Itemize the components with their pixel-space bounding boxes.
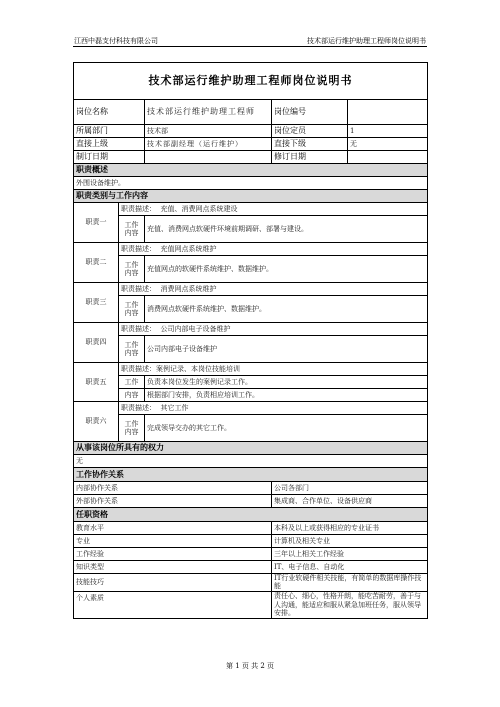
qualification-label: 技能技巧 (74, 574, 272, 592)
relation-value: 公司各部门 (272, 482, 428, 495)
duty-name: 职责三 (74, 283, 119, 323)
duty-desc-row (74, 402, 428, 415)
department-value: 技术部 (145, 125, 272, 138)
duty-desc (119, 283, 428, 296)
duty-desc-row (74, 363, 428, 376)
title-row (74, 63, 428, 100)
duty-desc (119, 402, 428, 415)
date-value (145, 151, 272, 164)
duty-desc (119, 363, 428, 376)
work-content-label-top: 工作 (119, 376, 145, 389)
duty-desc-label: 职责描述： (121, 403, 156, 412)
duty-desc (119, 243, 428, 256)
qualification-value: IT、电子信息、自动化 (272, 561, 428, 574)
fixed-count-label: 岗位定员 (272, 125, 348, 138)
work-content-label: 工作 内容 (119, 336, 145, 363)
row-department (74, 125, 428, 138)
subordinate-label: 直接下级 (272, 138, 348, 151)
header-divider (73, 46, 427, 47)
revise-label: 修订日期 (272, 151, 348, 164)
duty-content-row (74, 256, 428, 283)
authority-row (74, 455, 428, 468)
authority-text: 无 (74, 455, 428, 468)
duty-desc-text: 充值、消费网点系统建设 (160, 204, 238, 213)
duty-content: 负责本岗位发生的案例记录工作。 (145, 376, 428, 389)
qualification-row (74, 522, 428, 535)
summary-row (74, 177, 428, 190)
relation-label: 外部协作关系 (74, 495, 272, 508)
superior-label: 直接上级 (74, 138, 145, 151)
duty-desc-text: 其它工作 (160, 403, 189, 412)
fixed-count-value: 1 (348, 125, 428, 138)
duty-name: 职责六 (74, 402, 119, 442)
qualifications-heading: 任职资格 (74, 508, 428, 522)
qualification-row (74, 591, 428, 618)
qualifications-heading-row (74, 508, 428, 522)
summary-heading: 职责概述 (74, 164, 428, 177)
qualification-label: 工作经验 (74, 548, 272, 561)
qualification-value: 三年以上相关工作经验 (272, 548, 428, 561)
duty-desc-row (74, 203, 428, 216)
duty-name: 职责二 (74, 243, 119, 283)
position-code-label: 岗位编号 (272, 100, 348, 125)
work-content-label-bottom: 内容 (119, 389, 145, 402)
qualification-label: 教育水平 (74, 522, 272, 535)
row-position-name (74, 100, 428, 125)
duty-content-row (74, 415, 428, 442)
company-name: 江西中磊支付科技有限公司 (74, 37, 158, 45)
job-description-table (73, 62, 428, 619)
duties-heading-row (74, 190, 428, 203)
duty-content-row (74, 389, 428, 402)
qualification-row (74, 535, 428, 548)
duty-content: 完成领导交办的其它工作。 (145, 415, 428, 442)
relation-row (74, 482, 428, 495)
duty-desc-row (74, 323, 428, 336)
duty-desc-label: 职责描述： (121, 324, 156, 333)
header-doc-title: 技术部运行维护助理工程师岗位说明书 (307, 37, 426, 45)
duty-content: 根据部门安排，负责相应培训工作。 (145, 389, 428, 402)
department-label: 所属部门 (74, 125, 145, 138)
relation-label: 内部协作关系 (74, 482, 272, 495)
superior-value: 技术部副经理（运行维护） (145, 138, 272, 151)
duty-content: 充值网点的软硬件系统维护、数据维护。 (145, 256, 428, 283)
qualification-value: 责任心、细心，性格开朗，能吃苦耐劳，善于与人沟通，能适应和服从紧急加班任务，服从领导安排。 (272, 591, 428, 618)
summary-text: 外围设备维护。 (74, 177, 428, 190)
duty-content-row (74, 376, 428, 389)
duty-content: 公司内部电子设备维护 (145, 336, 428, 363)
authority-heading-row (74, 442, 428, 455)
relation-row (74, 495, 428, 508)
duty-name: 职责一 (74, 203, 119, 243)
duty-content: 充值、消费网点软硬件环境前期调研、部署与建设。 (145, 216, 428, 243)
duty-desc-text: 案例记录、本岗位技能培训 (156, 364, 240, 373)
relation-value: 集成商、合作单位、设备供应商 (272, 495, 428, 508)
duty-desc-text: 充值网点系统维护 (160, 244, 217, 253)
duty-desc-label: 职责描述： (121, 244, 156, 253)
relations-heading-row (74, 468, 428, 482)
date-label: 制订日期 (74, 151, 145, 164)
duty-desc-row (74, 283, 428, 296)
qualification-value: IT行业软硬件相关技能，有简单的数据库操作技能 (272, 574, 428, 592)
duty-desc-text: 公司内部电子设备维护 (160, 324, 231, 333)
duty-content-row (74, 216, 428, 243)
page-header (73, 36, 427, 46)
work-content-label: 工作 内容 (119, 296, 145, 323)
duty-content: 消费网点软硬件系统维护、数据维护。 (145, 296, 428, 323)
work-content-label: 工作 内容 (119, 216, 145, 243)
work-content-label: 工作 内容 (119, 415, 145, 442)
duty-desc-row (74, 243, 428, 256)
duty-name: 职责五 (74, 363, 119, 402)
duty-name: 职责四 (74, 323, 119, 363)
subordinate-value: 无 (348, 138, 428, 151)
duties-heading: 职责类别与工作内容 (74, 190, 428, 203)
qualification-value: 本科及以上或获得相应的专业证书 (272, 522, 428, 535)
qualification-row (74, 548, 428, 561)
position-code-value (348, 100, 428, 125)
duty-desc-label: 职责描述： (121, 204, 156, 213)
authority-heading: 从事该岗位所具有的权力 (74, 442, 428, 455)
qualification-value: 计算机及相关专业 (272, 535, 428, 548)
position-name-label: 岗位名称 (74, 100, 145, 125)
duty-desc (119, 323, 428, 336)
qualification-label: 个人素质 (74, 591, 272, 618)
row-dates (74, 151, 428, 164)
duty-desc-label: 职责描述： (121, 284, 156, 293)
document-title: 技术部运行维护助理工程师岗位说明书 (74, 63, 428, 100)
duty-content-row (74, 296, 428, 323)
work-content-label: 工作 内容 (119, 256, 145, 283)
duty-desc-text: 消费网点系统维护 (160, 284, 217, 293)
duty-desc (119, 203, 428, 216)
summary-heading-row (74, 164, 428, 177)
duty-desc-label: 职责描述： (121, 364, 156, 373)
qualification-label: 专业 (74, 535, 272, 548)
row-superior (74, 138, 428, 151)
revise-value (348, 151, 428, 164)
relations-heading: 工作协作关系 (74, 468, 428, 482)
qualification-label: 知识类型 (74, 561, 272, 574)
page-footer: 第 1 页 共 2 页 (225, 662, 275, 670)
position-name-value: 技术部运行维护助理工程师 (145, 100, 272, 125)
qualification-row (74, 561, 428, 574)
qualification-row (74, 574, 428, 592)
duty-content-row (74, 336, 428, 363)
